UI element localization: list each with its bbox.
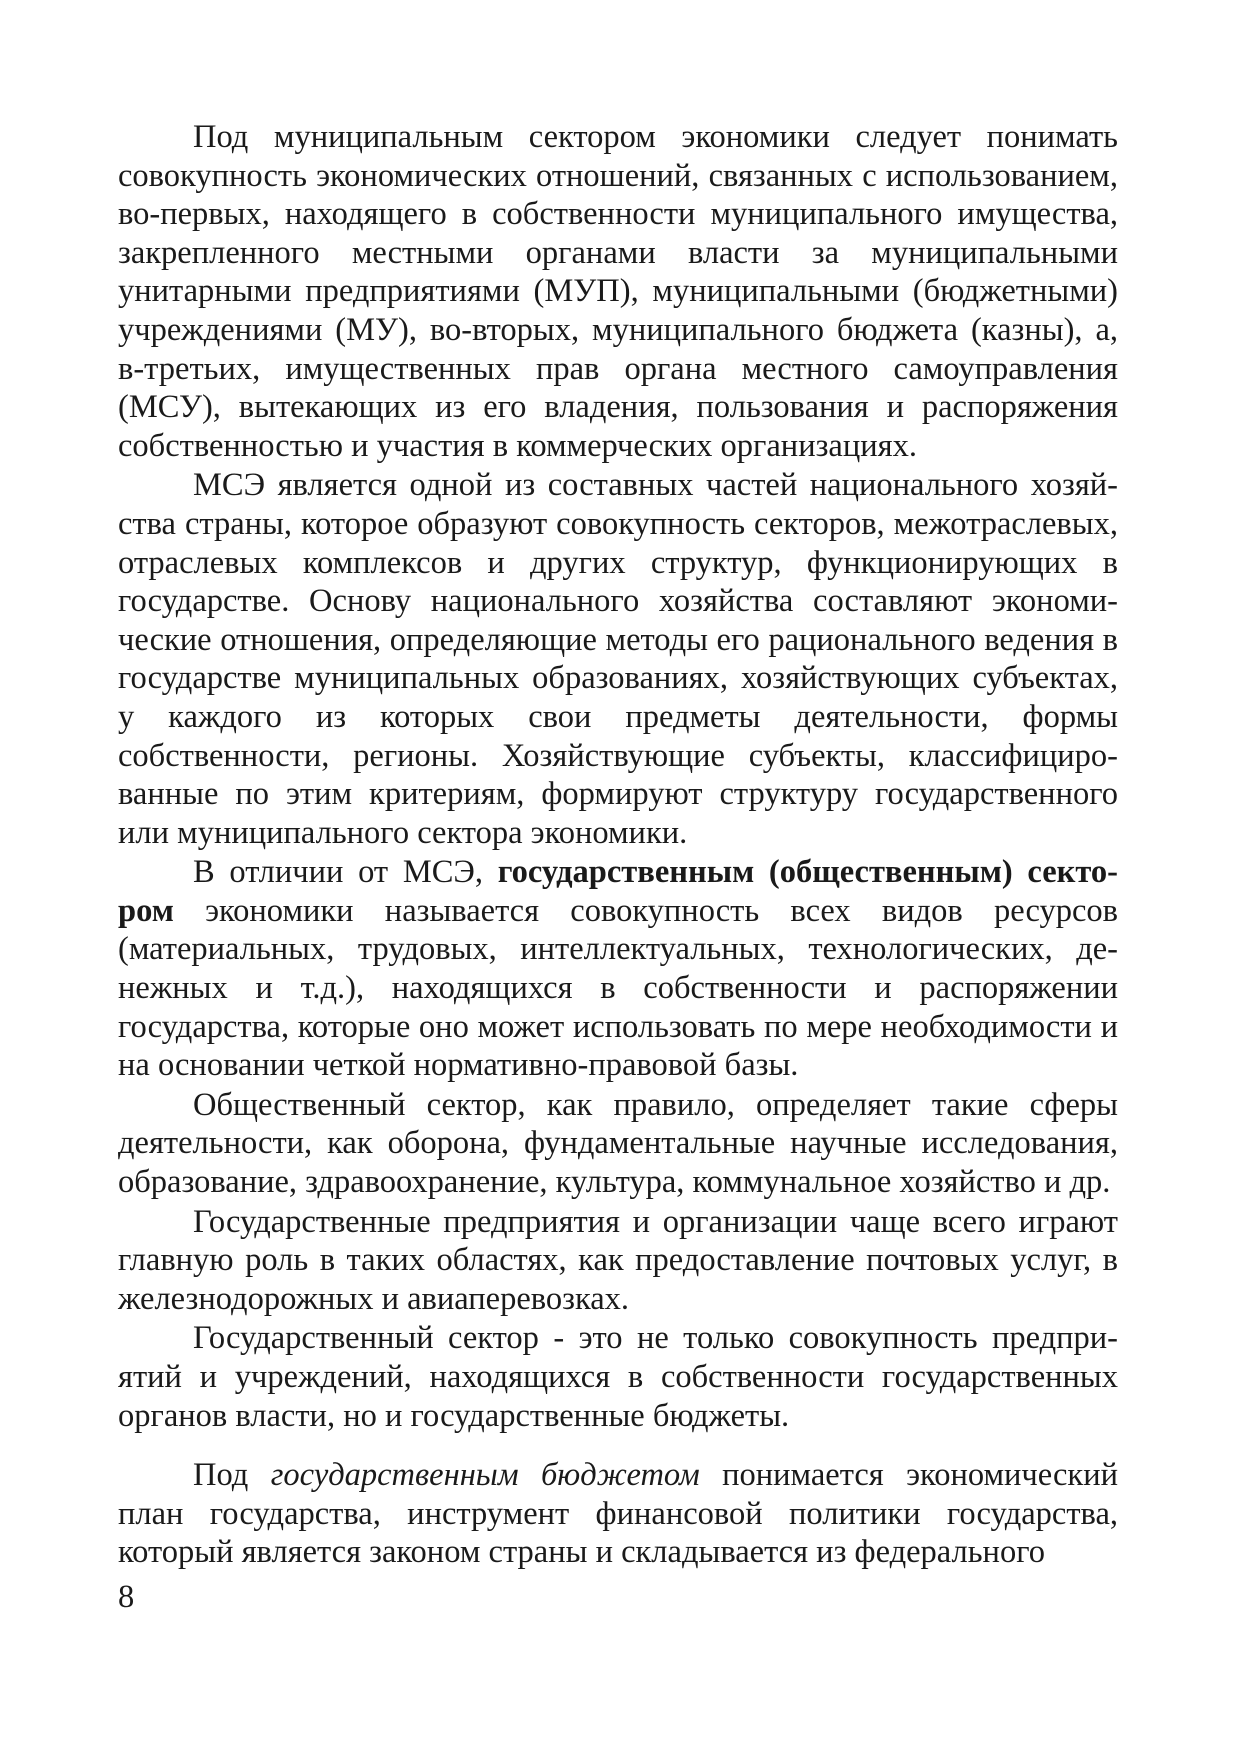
paragraph-lead-text: Под xyxy=(193,1457,271,1494)
page-number: 8 xyxy=(118,1579,135,1615)
paragraph-municipal-sector: Под муниципальным сектором экономики следует понимать совокупность экономических отношений, связанных с использованием, во-первых, находящего в собственности муниципального имущества, закрепленного местными органами власти за муниципальными унитарными предприятиями (МУП), муниципальными (бюджетными) учреждениями (МУ), во-вторых, муниципального бюджета (казны), а, в-третьих, имущественных прав органа местного самоуправления (МСУ), вытекающих из его владения, пользования и распоряжения собственностью и участия в коммерческих организациях. xyxy=(118,119,1118,464)
paragraph-lead-text: В отличии от МСЭ, xyxy=(193,854,498,891)
paragraph-state-sector-definition xyxy=(118,853,1118,1085)
text-body xyxy=(118,118,1118,1572)
paragraph-state-budget-definition xyxy=(118,1456,1118,1572)
paragraph-body-text: экономики называется совокупность всех видов ресурсов (материальных, трудовых, интеллектуальных, технологических, денежных и т.д.), находящихся в собственности и распоряжении государства, которые оно может использовать по мере необходимости и на основании четкой нормативно-правовой базы. xyxy=(118,892,1118,1084)
paragraph-state-sector-budgets: Государственный сектор - это не только совокупность предприятий и учреждений, находящихся в собственности государственных органов власти, но и государственные бюджеты. xyxy=(118,1320,1118,1434)
paragraph-public-sector-spheres: Общественный сектор, как правило, определяет такие сферы деятельности, как оборона, фундаментальные научные исследования, образование, здравоохранение, культура, коммунальное хозяйство и др. xyxy=(118,1086,1118,1201)
paragraph-state-enterprises: Государственные предприятия и организации чаще всего играют главную роль в таких областях, как предоставление почтовых услуг, в железнодорожных и авиаперевозках. xyxy=(118,1203,1118,1317)
italic-term-state-budget: государственным бюджетом xyxy=(270,1457,700,1494)
bold-term-state-public-sector: государственным (общественным) сектором xyxy=(118,854,1118,929)
paragraph-body-text: понимается экономический план государства, инструмент финансовой политики государства, который является законом страны и складывается из федерального xyxy=(118,1457,1119,1571)
paragraph-mse-national-economy: МСЭ является одной из составных частей национального хозяйства страны, которое образуют совокупность секторов, межотраслевых, отраслевых комплексов и других структур, функционирующих в государстве. Основу национального хозяйства составляют экономические отношения, определяющие методы его рационального ведения в государстве муниципальных образованиях, хозяйствующих субъектах, у каждого из которых свои предметы деятельности, формы собственности, регионы. Хозяйствующие субъекты, классифицированные по этим критериям, формируют структуру государственного или муниципального сектора экономики. xyxy=(118,467,1118,851)
